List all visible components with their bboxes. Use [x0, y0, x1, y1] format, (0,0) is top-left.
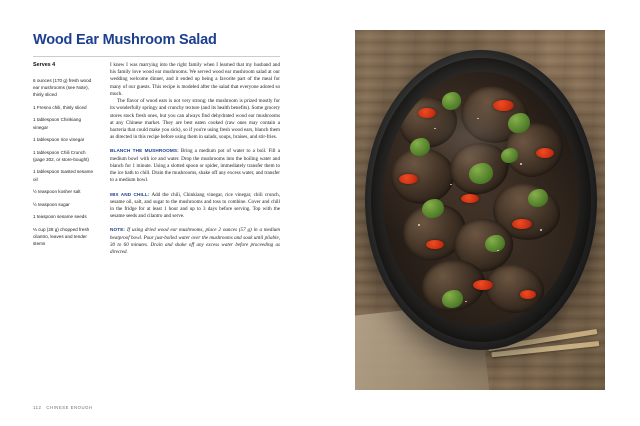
sesame-seed [540, 229, 542, 230]
salad-contents [383, 72, 579, 326]
page-title: Wood Ear Mushroom Salad [33, 32, 217, 48]
cilantro-leaf [485, 235, 505, 253]
recipe-step-1 [110, 148, 280, 184]
cilantro-leaf [410, 138, 430, 156]
chile-slice [520, 290, 536, 299]
page-footer [33, 405, 93, 410]
book-title: CHINESE ENOUGH [46, 405, 93, 410]
list-item: 1 teaspoon sesame seeds [33, 214, 87, 220]
chile-slice [426, 240, 444, 250]
page-number: 112 [33, 405, 42, 410]
cilantro-leaf [469, 163, 493, 183]
sesame-seed [497, 250, 499, 251]
list-item: ½ teaspoon kosher salt [33, 189, 81, 195]
note-text: If using dried wood ear mushrooms, place 2 ounces (57 g) in a medium heatproof bowl. Pour just-boiled water over the mushrooms and soak until pliable, 30 to 60 minutes. Drain and shake off any excess water before proceeding as directed. [110, 227, 280, 256]
list-item: ⅓ cup (28 g) chopped fresh cilantro, leaves and tender stems [33, 227, 90, 247]
serving-bowl [365, 50, 597, 350]
list-item: 1 Fresno chili, thinly sliced [33, 104, 87, 110]
chile-slice [536, 148, 554, 158]
cilantro-leaf [442, 92, 462, 110]
recipe-note [110, 227, 280, 256]
step-text: Bring a medium pot of water to a boil. Fill a medium bowl with ice and water. Drop the mushrooms into the boiling water and blanch for 1 minute. Using a slotted spoon or spider, immediately transfer them to the ice bath to chill. Drain the mushrooms, shake off any excess water, and transfer to a medium bowl. [110, 148, 280, 184]
ingredients-sidebar [33, 62, 95, 253]
note-label: NOTE: [110, 227, 126, 233]
list-item: ½ teaspoon sugar [33, 201, 70, 207]
chile-slice [418, 108, 436, 118]
list-item: 6 ounces (170 g) fresh wood ear mushrooms (see Note), thinly sliced [33, 78, 92, 98]
list-item: 1 tablespoon Chili Crunch (page 302, or store-bought) [33, 149, 89, 162]
serves-label: Serves 4 [33, 62, 56, 68]
headnote-paragraph-2: The flavor of wood ears is not very strong; the mushroom is prized mostly for its wonderfully springy and crunchy texture (and its health benefits). Some grocery stores stock fresh ones, but you can always find dehydrated wood ear mushrooms at any Chinese market. They are best eaten cooked (raw ones may contain a bacteria that could make you sick), so if you're using fresh wood ears, blanch them as directed in this recipe before using them in salads, soups, braises, and stir-fries. [110, 98, 280, 141]
cilantro-leaf [422, 199, 444, 218]
list-item: 1 tablespoon Chinkiang vinegar [33, 117, 82, 130]
chile-slice [461, 194, 479, 203]
recipe-body [110, 62, 280, 256]
cilantro-leaf [508, 113, 530, 133]
recipe-step-2 [110, 192, 280, 221]
step-label: MIX AND CHILL: [110, 191, 150, 197]
ingredient-list [33, 77, 95, 247]
right-page [320, 0, 640, 426]
step-text: Add the chili, Chinkiang vinegar, rice vinegar, chili crunch, sesame oil, salt, and sugar to the mushrooms and toss to combine. Cover and chill in the fridge for at least 1 hour and up to 3 days before serving. Top with the sesame seeds and cilantro and serve. [110, 191, 280, 220]
list-item: 1 tablespoon rice vinegar [33, 137, 85, 143]
wood-ear-mushroom-salad-photo [355, 30, 605, 390]
step-label: BLANCH THE MUSHROOMS: [110, 148, 179, 154]
title-divider [33, 56, 280, 57]
sesame-seed [520, 163, 522, 164]
headnote-paragraph-1: I knew I was marrying into the right family when I learned that my husband and his family love wood ear mushrooms. We served wood ear mushroom salad at our wedding welcome dinner, and it ended up being a favorite part of the meal for many of our guests. This recipe is modeled after the salad that everyone adored so much. [110, 62, 280, 97]
chile-slice [399, 174, 419, 184]
list-item: 1 tablespoon toasted sesame oil [33, 169, 94, 182]
sesame-seed [450, 184, 452, 185]
cilantro-leaf [528, 189, 548, 207]
